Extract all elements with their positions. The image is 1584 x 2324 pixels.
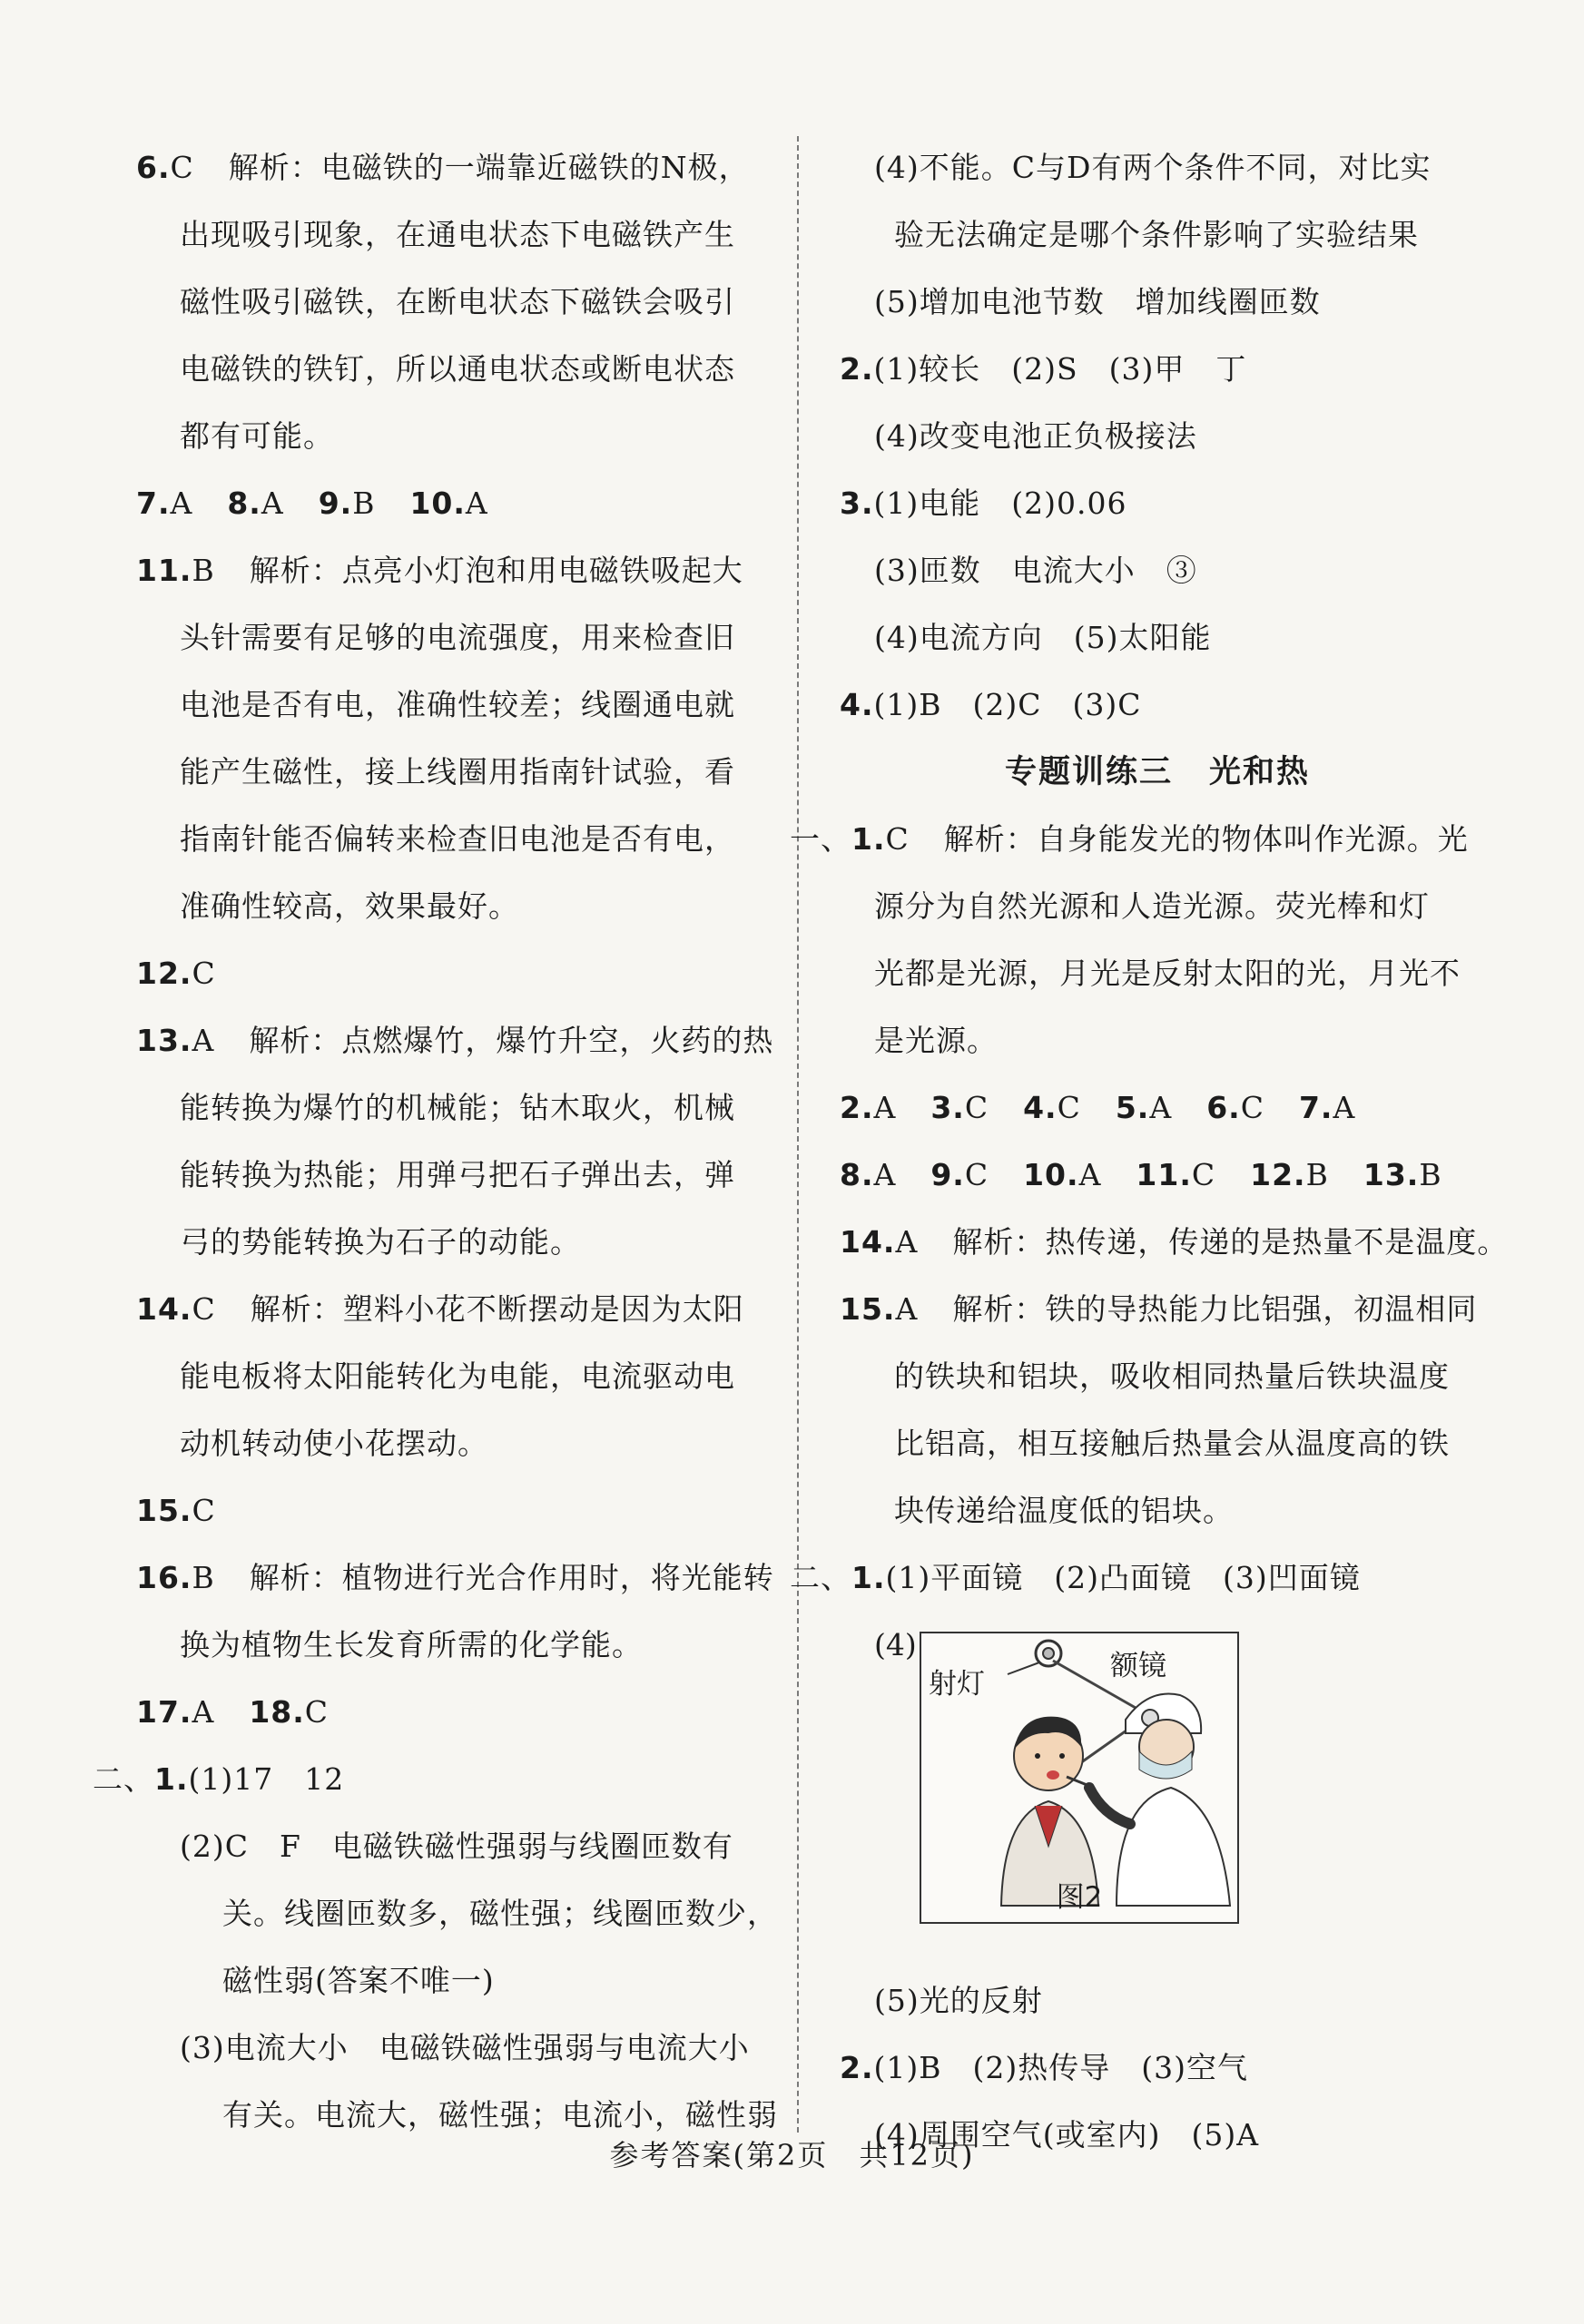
section-title: 专题训练三 光和热 [1004, 754, 1311, 790]
continued-part5: (5)增加电池节数 增加线圈匝数 [874, 284, 1321, 319]
answer-q13-line2: 能转换为爆竹的机械能；钻木取火，机械 [180, 1090, 735, 1125]
section1-q1-line3: 光都是光源，月光是反射太阳的光，月光不 [874, 956, 1461, 991]
answer-q12: 12.C [136, 956, 216, 991]
answer-r2-line2: (4)改变电池正负极接法 [874, 418, 1197, 454]
answer-q13-line3: 能转换为热能；用弹弓把石子弹出去，弹 [180, 1157, 735, 1192]
figure-2-doctor-headlamp [920, 1632, 1239, 1924]
page-footer: 参考答案(第2页 共12页) [609, 2138, 975, 2172]
continued-part4-line2: 验无法确定是哪个条件影响了实验结果 [894, 217, 1419, 252]
answer-q16-line2: 换为植物生长发育所需的化学能。 [180, 1627, 643, 1662]
spotlight-pointer [1008, 1662, 1039, 1674]
section2-q1-part2-line2: 关。线圈匝数多，磁性强；线圈匝数少， [222, 1896, 778, 1931]
section2-light-q1: 二、1.(1)平面镜 (2)凸面镜 (3)凹面镜 [790, 1560, 1361, 1595]
answer-q6: 6.C 解析：电磁铁的一端靠近磁铁的N极， [136, 150, 750, 185]
answer-r15-line4: 块传递给温度低的铝块。 [894, 1493, 1234, 1528]
answer-q7-q10: 7.A 8.A 9.B 10.A [136, 485, 488, 521]
answer-q11-line6: 准确性较高，效果最好。 [180, 888, 519, 924]
answers-r8-r13: 8.A 9.C 10.A 11.C 12.B 13.B [840, 1157, 1442, 1192]
figure-label-spotlight: 射灯 [929, 1668, 985, 1701]
answer-q11-line5: 指南针能否偏转来检查旧电池是否有电， [180, 821, 735, 857]
answer-q13-line4: 弓的势能转换为石子的动能。 [180, 1224, 581, 1260]
section1-q1-line4: 是光源。 [874, 1023, 998, 1058]
answer-q14-line3: 动机转动使小花摆动。 [180, 1426, 488, 1461]
answer-q11: 11.B 解析：点亮小灯泡和用电磁铁吸起大 [136, 553, 743, 588]
answer-r2: 2.(1)较长 (2)S (3)甲 丁 [840, 351, 1247, 387]
answer-r3: 3.(1)电能 (2)0.06 [840, 485, 1127, 521]
answer-q11-line3: 电池是否有电，准确性较差；线圈通电就 [180, 687, 735, 722]
section2-q1: 二、1.(1)17 12 [93, 1761, 345, 1797]
answer-q6-line3: 磁性吸引磁铁，在断电状态下磁铁会吸引 [180, 284, 735, 319]
patient-eye-right [1059, 1753, 1065, 1759]
figure-caption: 图2 [1056, 1881, 1103, 1914]
answer-r15: 15.A 解析：铁的导热能力比铝强，初温相同 [840, 1291, 1478, 1327]
answer-q11-line2: 头针需要有足够的电流强度，用来检查旧 [180, 620, 735, 655]
answer-q14-line2: 能电板将太阳能转化为电能，电流驱动电 [180, 1358, 735, 1394]
answer-r15-line3: 比铝高，相互接触后热量会从温度高的铁 [894, 1426, 1450, 1461]
answer-r3-line2: (3)匝数 电流大小 ③ [874, 553, 1197, 588]
section1-q1-line2: 源分为自然光源和人造光源。荧光棒和灯 [874, 888, 1430, 924]
answer-q13: 13.A 解析：点燃爆竹，爆竹升空，火药的热 [136, 1023, 774, 1058]
section2-light-q1-part5: (5)光的反射 [874, 1983, 1043, 2018]
section2-q1-part3: (3)电流大小 电磁铁磁性强弱与电流大小 [180, 2030, 750, 2065]
figure-line [840, 1612, 1475, 1967]
left-column [93, 134, 778, 2149]
patient-mouth [1047, 1770, 1059, 1780]
answers-r2-r7: 2.A 3.C 4.C 5.A 6.C 7.A [840, 1090, 1356, 1125]
section1-q1: 一、1.C 解析：自身能发光的物体叫作光源。光 [790, 821, 1469, 857]
answer-q6-line5: 都有可能。 [180, 418, 334, 454]
answer-q15: 15.C [136, 1493, 216, 1528]
answer-q11-line4: 能产生磁性，接上线圈用指南针试验，看 [180, 754, 735, 789]
answer-q6-line4: 电磁铁的铁钉，所以通电状态或断电状态 [180, 351, 735, 387]
patient-eye-left [1035, 1753, 1040, 1759]
section2-q1-part3-line2: 有关。电流大，磁性强；电流小，磁性弱 [222, 2097, 778, 2133]
section2-q1-part2: (2)C F 电磁铁磁性强弱与线圈匝数有 [180, 1829, 733, 1864]
right-column [790, 134, 1509, 2169]
figure-part-label: (4) [874, 1627, 917, 1662]
doctor-arm [1089, 1788, 1130, 1824]
section2-light-q2: 2.(1)B (2)热传导 (3)空气 [840, 2050, 1248, 2085]
section2-light-q2-line2: (4)周围空气(或室内) (5)A [874, 2117, 1260, 2152]
answer-r14: 14.A 解析：热传递，传递的是热量不是温度。 [840, 1224, 1509, 1260]
continued-part4: (4)不能。C与D有两个条件不同，对比实 [874, 150, 1432, 185]
spotlight-bulb-icon [1043, 1648, 1054, 1659]
answer-r3-line3: (4)电流方向 (5)太阳能 [874, 620, 1212, 655]
answer-q14: 14.C 解析：塑料小花不断摆动是因为太阳 [136, 1291, 744, 1327]
section2-q1-part2-line3: 磁性弱(答案不唯一) [222, 1963, 495, 1998]
answer-r15-line2: 的铁块和铝块，吸收相同热量后铁块温度 [894, 1358, 1450, 1394]
answer-q17-q18: 17.A 18.C [136, 1694, 330, 1730]
figure-label-head-mirror: 额镜 [1110, 1650, 1166, 1682]
answer-q6-line2: 出现吸引现象，在通电状态下电磁铁产生 [180, 217, 735, 252]
column-divider [797, 136, 799, 2133]
answer-r4: 4.(1)B (2)C (3)C [840, 687, 1142, 722]
answer-q16: 16.B 解析：植物进行光合作用时，将光能转 [136, 1560, 774, 1595]
